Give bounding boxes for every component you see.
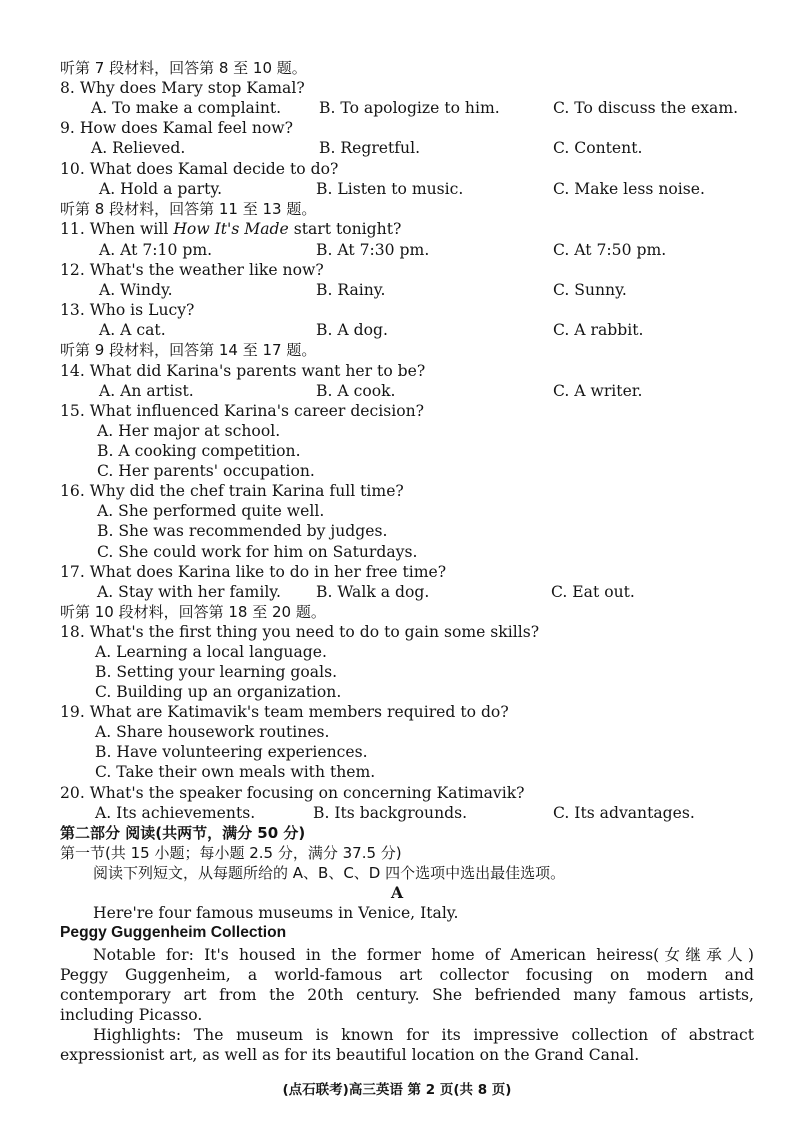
question-8: 8. Why does Mary stop Kamal? — [60, 79, 305, 97]
question-18-option-a: A. Learning a local language. — [95, 643, 327, 661]
question-12-options — [0, 280, 794, 300]
option-a: A. Relieved. — [91, 139, 186, 157]
option-c: C. To discuss the exam. — [553, 99, 739, 117]
option-c: C. Content. — [553, 139, 643, 157]
section-10-header: 听第 10 段材料，回答第 18 至 20 题。 — [60, 603, 326, 621]
notable-line-1: Notable for: It's housed in the former home of American heiress(女继承人) — [93, 946, 754, 964]
option-a: A. At 7:10 pm. — [99, 241, 213, 259]
notable-line-3: contemporary art from the 20th century. She befriended many famous artists, — [60, 986, 754, 1004]
question-15-option-c: C. Her parents' occupation. — [97, 462, 315, 480]
option-c: C. Make less noise. — [553, 180, 705, 198]
question-10-options — [0, 179, 794, 199]
question-13-options — [0, 320, 794, 340]
question-15: 15. What influenced Karina's career decision? — [60, 402, 425, 420]
passage-label: A — [390, 883, 404, 902]
question-19-option-b: B. Have volunteering experiences. — [95, 743, 368, 761]
option-a: A. Hold a party. — [99, 180, 223, 198]
option-a: A. An artist. — [99, 382, 194, 400]
highlights-line-1: Highlights: The museum is known for its impressive collection of abstract — [93, 1026, 754, 1044]
option-b: B. Rainy. — [316, 281, 386, 299]
question-16-option-c: C. She could work for him on Saturdays. — [97, 543, 418, 561]
option-b: B. A cook. — [316, 382, 396, 400]
question-17: 17. What does Karina like to do in her free time? — [60, 563, 447, 581]
notable-line-2: Peggy Guggenheim, a world-famous art collector focusing on modern and — [60, 966, 754, 984]
question-14-options — [0, 381, 794, 401]
question-20: 20. What's the speaker focusing on concerning Katimavik? — [60, 784, 525, 802]
part-2-header: 第二部分 阅读(共两节，满分 50 分) — [60, 824, 306, 842]
option-a: A. Stay with her family. — [97, 583, 281, 601]
option-c: C. Eat out. — [551, 583, 635, 601]
option-b: B. To apologize to him. — [319, 99, 500, 117]
option-b: B. Regretful. — [319, 139, 421, 157]
question-18: 18. What's the first thing you need to do to gain some skills? — [60, 623, 540, 641]
section-1-header: 第一节(共 15 小题；每小题 2.5 分，满分 37.5 分) — [60, 844, 402, 862]
option-c: C. Sunny. — [553, 281, 627, 299]
program-title: How It's Made — [173, 220, 289, 238]
question-15-option-b: B. A cooking competition. — [97, 442, 301, 460]
question-8-options — [0, 98, 794, 118]
museum-title: Peggy Guggenheim Collection — [60, 924, 287, 941]
option-c: C. A writer. — [553, 382, 643, 400]
question-13: 13. Who is Lucy? — [60, 301, 195, 319]
section-9-header: 听第 9 段材料，回答第 14 至 17 题。 — [60, 341, 317, 359]
question-11: 11. When will How It's Made start tonight? — [60, 220, 402, 238]
highlights-line-2: expressionist art, as well as for its beautiful location on the Grand Canal. — [60, 1046, 640, 1064]
question-10: 10. What does Kamal decide to do? — [60, 160, 339, 178]
question-16-option-a: A. She performed quite well. — [97, 502, 325, 520]
option-b: B. Its backgrounds. — [313, 804, 468, 822]
option-a: A. A cat. — [99, 321, 166, 339]
option-c: C. Its advantages. — [553, 804, 695, 822]
question-16: 16. Why did the chef train Karina full time? — [60, 482, 404, 500]
question-9: 9. How does Kamal feel now? — [60, 119, 293, 137]
option-a: A. Windy. — [99, 281, 173, 299]
option-b: B. A dog. — [316, 321, 388, 339]
question-20-options — [0, 803, 794, 823]
option-b: B. Listen to music. — [316, 180, 464, 198]
option-a: A. Its achievements. — [95, 804, 256, 822]
question-15-option-a: A. Her major at school. — [97, 422, 281, 440]
section-8-header: 听第 8 段材料，回答第 11 至 13 题。 — [60, 200, 317, 218]
question-17-options — [0, 582, 794, 602]
question-19: 19. What are Katimavik's team members required to do? — [60, 703, 509, 721]
question-19-option-a: A. Share housework routines. — [95, 723, 330, 741]
option-a: A. To make a complaint. — [91, 99, 282, 117]
question-18-option-c: C. Building up an organization. — [95, 683, 342, 701]
question-14: 14. What did Karina's parents want her to be? — [60, 362, 426, 380]
notable-line-4: including Picasso. — [60, 1006, 203, 1024]
question-11-options — [0, 240, 794, 260]
option-b: B. Walk a dog. — [316, 583, 430, 601]
instructions: 阅读下列短文，从每题所给的 A、B、C、D 四个选项中选出最佳选项。 — [93, 864, 566, 882]
question-18-option-b: B. Setting your learning goals. — [95, 663, 338, 681]
page-footer: (点石联考)高三英语 第 2 页(共 8 页) — [282, 1082, 512, 1098]
option-c: C. At 7:50 pm. — [553, 241, 667, 259]
question-19-option-c: C. Take their own meals with them. — [95, 763, 376, 781]
question-12: 12. What's the weather like now? — [60, 261, 324, 279]
option-c: C. A rabbit. — [553, 321, 644, 339]
question-16-option-b: B. She was recommended by judges. — [97, 522, 388, 540]
section-7-header: 听第 7 段材料，回答第 8 至 10 题。 — [60, 59, 307, 77]
question-9-options — [0, 138, 794, 158]
option-b: B. At 7:30 pm. — [316, 241, 430, 259]
passage-intro: Here're four famous museums in Venice, Italy. — [93, 904, 459, 922]
